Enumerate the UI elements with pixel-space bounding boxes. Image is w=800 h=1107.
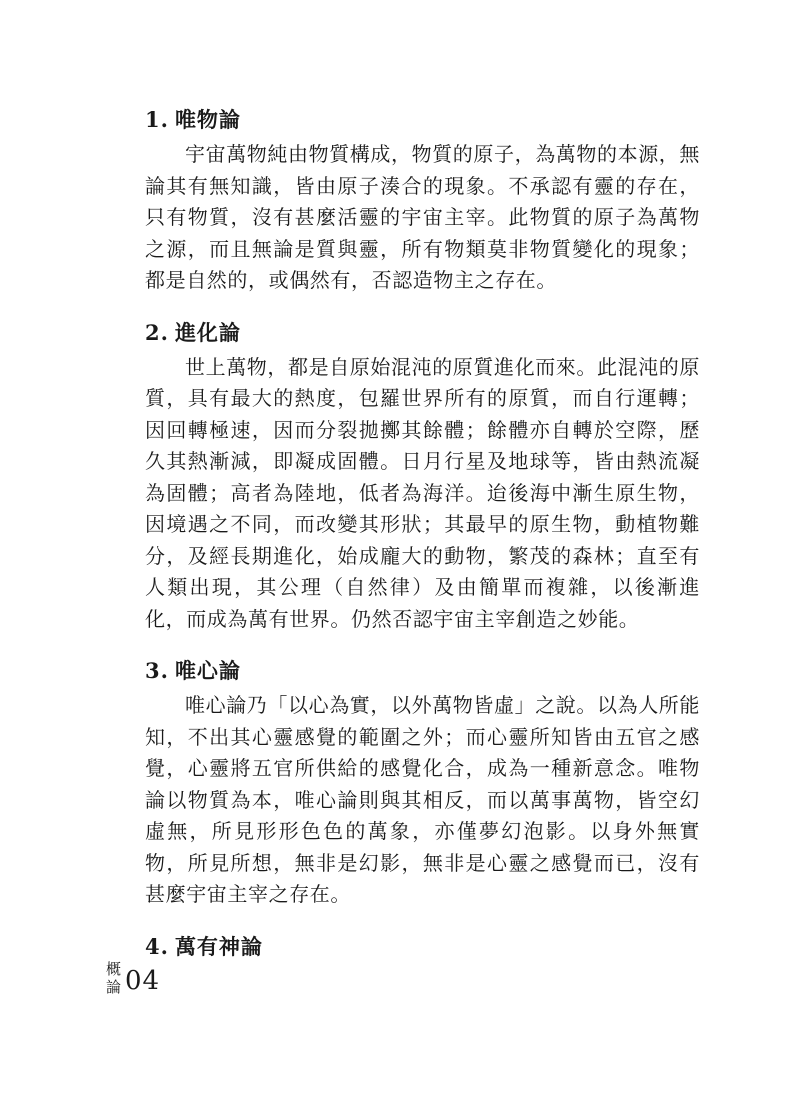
section-heading xyxy=(145,318,700,348)
section-number: 4. xyxy=(145,933,169,959)
section-title: 進化論 xyxy=(174,319,241,345)
footer-label-char: 概 xyxy=(106,960,122,978)
page-content xyxy=(145,105,700,962)
section-title: 唯心論 xyxy=(174,658,241,683)
page-number: 04 xyxy=(125,966,161,996)
section-paragraph: 世上萬物，都是自原始混沌的原質進化而來。此混沌的原質，具有最大的熱度，包羅世界所有的原質，而自行運轉；因回轉極速，因而分裂拋擲其餘體；餘體亦自轉於空際，歷久其熱漸減，即凝成固體。日月行星及地球等，皆由熱流凝為固體；高者為陸地，低者為海洋。迨後海中漸生原生物，因境遇之不同，而改變其形狀；其最早的原生物，動植物難分，及經長期進化，始成龐大的動物，繁茂的森林；直至有人類出現，其公理（自然律）及由簡單而複雜，以後漸進化，而成為萬有世界。仍然否認宇宙主宰創造之妙能。 xyxy=(145,354,700,631)
page-footer xyxy=(106,956,160,1000)
footer-chapter-label xyxy=(106,960,121,996)
section-heading xyxy=(145,656,700,686)
section-heading xyxy=(145,105,700,135)
section-materialism xyxy=(145,105,700,297)
footer-label-char: 論 xyxy=(106,978,122,996)
section-pantheism xyxy=(145,932,700,962)
section-number: 2. xyxy=(145,319,169,345)
section-number: 3. xyxy=(145,658,169,683)
section-title: 唯物論 xyxy=(174,107,241,132)
section-title: 萬有神論 xyxy=(174,933,263,959)
section-evolution xyxy=(145,318,700,636)
section-heading xyxy=(145,932,700,962)
section-number: 1. xyxy=(145,107,169,132)
section-paragraph: 唯心論乃「以心為實，以外萬物皆虛」之說。以為人所能知，不出其心靈感覺的範圍之外；而心靈所知皆由五官之感覺，心靈將五官所供給的感覺化合，成為一種新意念。唯物論以物質為本，唯心論則與其相反，而以萬事萬物，皆空幻虛無，所見形形色色的萬象，亦僅夢幻泡影。以身外無實物，所見所想，無非是幻影，無非是心靈之感覺而已，沒有甚麼宇宙主宰之存在。 xyxy=(145,693,700,906)
section-paragraph: 宇宙萬物純由物質構成，物質的原子，為萬物的本源，無論其有無知識，皆由原子湊合的現象。不承認有靈的存在，只有物質，沒有甚麼活靈的宇宙主宰。此物質的原子為萬物之源，而且無論是質與靈，所有物類莫非物質變化的現象；都是自然的，或偶然有，否認造物主之存在。 xyxy=(145,142,700,292)
section-idealism xyxy=(145,656,700,911)
